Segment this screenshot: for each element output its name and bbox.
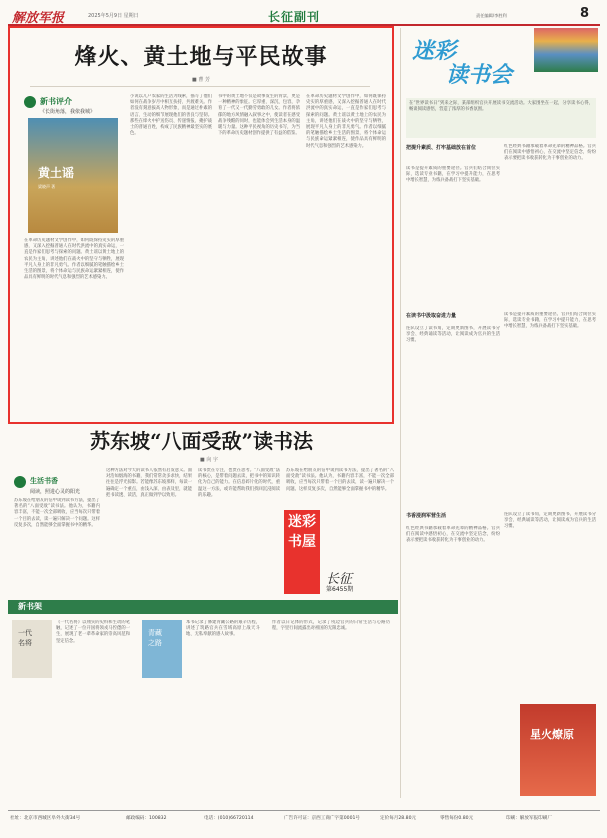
page-number: 8 — [580, 6, 590, 21]
masthead: 解放军报 — [12, 11, 65, 26]
article-title: 苏东坡“八面受敌”读书法 — [90, 429, 314, 453]
article-body-col2: 这种方法对今天的读书人依然有启发意义。面对浩如烟海的书籍，我们常常贪多求快，结果往往是浮光掠影。若能像苏东坡那样，每读一遍确定一个重点，由浅入深、由表及里，就能把书读透、读活，真正做到学以致用。 — [106, 468, 192, 498]
cover-author: 梁晓声 著 — [38, 184, 56, 189]
footer-price: 定价每月28.80元 — [380, 816, 417, 821]
item-body: 红色经典书籍承载着革命先辈的精神品格。官兵们在阅读中感悟初心，在交流中坚定信念，纷纷表示要把读书收获转化为干事创业的动力。 — [504, 144, 596, 162]
book-icon — [24, 96, 36, 108]
column-divider — [400, 28, 401, 798]
editors: 责任编辑/李胜利 — [476, 13, 507, 18]
article-body-col4: 在革命历史题材文学创作中，如何既保持史实的厚重感，又深入挖掘普通人在时代洪流中的真实命运，一直是作家们思考与探索的问题。黄土谣以黄土地上的农民为主角，讲述他们在战火中的坚守与牺牲，展现平凡人身上的非凡勇气。作者以细腻的笔触描绘乡土生活的图景，将个体命运与民族命运紧紧相连，使作品具有鲜明的时代气息和强烈的艺术感染力。 — [306, 94, 386, 149]
book-desc: 作者以日记体的形式，记录了戍边官兵的日常生活与心路历程，字里行间流露出对祖国的无限忠诚。 — [272, 620, 390, 632]
article-body-col1: 在革命历史题材文学创作中，如何既保持史实的厚重感，又深入挖掘普通人在时代洪流中的真实命运，一直是作家们思考与探索的问题。黄土谣以黄土地上的农民为主角，讲述他们在战火中的坚守与牺牲，展现平凡人身上的非凡勇气。作者以细腻的笔触描绘乡土生活的图景，将个体命运与民族命运紧紧相连，使作品具有鲜明的时代气息和强烈的艺术感染力。 — [24, 238, 124, 281]
book-item — [12, 620, 132, 795]
column-intro: 在“世界读书日”到来之际，某部组织官兵开展读书交流活动。大家围坐在一起，分享读书心得，畅谈阅读感悟，营造了浓厚的书香氛围。 — [406, 98, 596, 138]
item-body: 红色经典书籍承载着革命先辈的精神品格。官兵们在阅读中感悟初心，在交流中坚定信念，纷纷表示要把读书收获转化为干事创业的动力。 — [406, 526, 500, 544]
signature: 长征 — [326, 572, 353, 587]
item-title: 书香浸润军营生活 — [406, 513, 447, 519]
cover-title: 星火燎原 — [530, 728, 574, 741]
item-body: 连队设立了读书角，定期更新图书，开展读书分享会、经典诵读等活动，让阅读成为官兵的生活习惯。 — [406, 326, 500, 344]
footer-ads: 广告许可证：京西工商广字第0001号 — [284, 816, 361, 821]
new-books-label: 新书架 — [18, 601, 42, 611]
footer-postal: 邮政编码：100832 — [126, 816, 167, 821]
book-name: 《长街角落，我依我城》 — [40, 109, 96, 115]
divider — [30, 86, 370, 87]
feature-article — [8, 26, 394, 424]
issue-date: 2025年5月9日 星期日 — [88, 13, 139, 19]
article-author: ■ 曹 芳 — [192, 77, 210, 83]
page-footer — [8, 810, 600, 825]
book-title: 一代名将 — [18, 629, 32, 647]
article-title: 烽火、黄土地与平民故事 — [74, 44, 328, 70]
section-title: 长征副刊 — [268, 10, 321, 24]
item-body: 读书是提升素质的重要途径。官兵们结合岗位实际，选读专业书籍，在学习中提升能力，在思考中增长智慧，为练兵备战打下坚实基础。 — [406, 166, 500, 184]
book-desc: 《一代名将》以翔实的史料和生动的笔触，记述了一位开国将领戎马倥偬的一生，展现了老一辈革命家的崇高风范和坚定信念。 — [56, 620, 130, 644]
cover-title: 黄土谣 — [38, 166, 75, 180]
article-body-col1: 苏东坡在给朋友的信中谈到读书方法，提出了著名的“八面受敌”读书法。他认为，书籍内容丰富，不能一次全部吸收，应当每次只带着一个目的去读，读一遍只解决一个问题。这样反复多次，自然能够全面掌握书中的精华。 — [14, 498, 100, 528]
column-title: 迷彩 — [412, 38, 457, 64]
column-label: 生活书香 — [30, 476, 58, 485]
page-header — [8, 6, 600, 26]
book-desc: 本书记录了修建青藏公路的艰辛历程，讲述了筑路官兵在雪域高原上战天斗地、无私奉献的感人故事。 — [186, 620, 260, 638]
article-body-col3: 读书贵在专注，也贵在思考。“八面受敌”法的核心，是带着问题去读，把书中的知识转化为自己的能力。在信息碎片化的时代，重温这一方法，或许能帮助我们找回沉浸阅读的乐趣。 — [198, 468, 280, 498]
footer-phone: 电话：(010)66720114 — [204, 816, 254, 821]
item-title: 在读书中汲取奋进力量 — [406, 313, 457, 319]
book-item — [142, 620, 262, 795]
column-stamp: 迷彩书屋 — [284, 510, 320, 594]
footer-print: 印刷：解放军报印刷厂 — [506, 816, 552, 821]
item-title: 把提升素质、打牢基础放在首位 — [406, 145, 477, 151]
article-author: ■ 向 宇 — [200, 457, 218, 463]
book-cover — [520, 704, 596, 796]
book-title: 青藏之路 — [148, 629, 162, 647]
item-body: 读书是提升素质的重要途径。官兵们结合岗位实际，选读专业书籍，在学习中提升能力，在思考中增长智慧，为练兵备战打下坚实基础。 — [504, 312, 596, 330]
article-body-col3: 书中的黄土地不仅是故事发生的背景，更是一种精神的象征。它厚重、深沉、包容，孕育了一代又一代勤劳勇敢的儿女。作者将浓郁的地方风情融入叙事之中，使读者在感受战争残酷的同时，也能体会到生活本身的温暖与力量。这种平民视角的历史书写，为当下的革命历史题材创作提供了有益的借鉴。 — [218, 94, 300, 137]
leaf-icon — [14, 476, 26, 488]
book-cover — [28, 118, 118, 233]
article-body-col2: 小说以几户农家的生活为线索，描写了他们如何在战争岁月中相互扶持、共渡难关。作者没有刻意拔高人物形象，而是通过朴素的语言、生动的细节展现他们的善良与坚韧。那些在烽火中护送伤员、传递情报、掩护战士的普通百姓，构成了民族精神最坚实的底色。 — [130, 94, 212, 137]
column-subtitle: 阅读，照进心灵的阳光 — [30, 489, 81, 495]
issue-number: 第6455期 — [326, 586, 354, 593]
books-illustration — [534, 28, 598, 72]
new-books-bar — [8, 600, 398, 614]
item-body: 连队设立了读书角，定期更新图书，开展读书分享会、经典诵读等活动，让阅读成为官兵的生活习惯。 — [504, 512, 596, 530]
footer-address: 社址：北京市西城区阜外大街34号 — [10, 816, 81, 821]
article-body-col4: 苏东坡在给朋友的信中谈到读书方法，提出了著名的“八面受敌”读书法。他认为，书籍内容丰富，不能一次全部吸收，应当每次只带着一个目的去读，读一遍只解决一个问题。这样反复多次，自然能够全面掌握书中的精华。 — [286, 468, 394, 492]
column-title-2: 读书会 — [446, 62, 513, 88]
book-item — [272, 620, 392, 795]
footer-retail: 零售每份0.80元 — [440, 816, 474, 821]
review-label: 新书评介 — [40, 96, 72, 106]
